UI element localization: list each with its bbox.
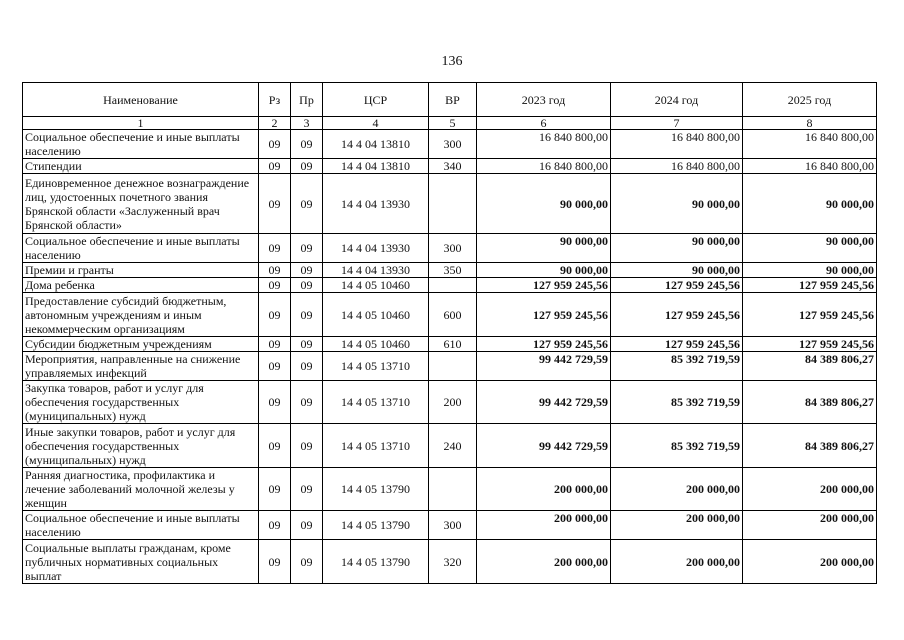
column-number: 3 xyxy=(291,117,323,130)
row-csr: 14 4 04 13810 xyxy=(323,130,429,159)
table-row xyxy=(23,293,877,337)
table-row xyxy=(23,381,877,424)
row-amount-2024: 200 000,00 xyxy=(611,540,743,584)
row-name: Социальные выплаты гражданам, кроме публичных нормативных социальных выплат xyxy=(23,540,259,584)
table-row xyxy=(23,174,877,234)
row-amount-2025: 84 389 806,27 xyxy=(743,424,877,468)
row-name: Премии и гранты xyxy=(23,263,259,278)
row-rz: 09 xyxy=(259,424,291,468)
row-pr: 09 xyxy=(291,278,323,293)
row-vr: 610 xyxy=(429,337,477,352)
row-csr: 14 4 05 13790 xyxy=(323,468,429,511)
row-amount-2023: 99 442 729,59 xyxy=(477,352,611,381)
row-csr: 14 4 04 13930 xyxy=(323,174,429,234)
col-header-2023: 2023 год xyxy=(477,83,611,117)
row-amount-2024: 127 959 245,56 xyxy=(611,293,743,337)
row-amount-2023: 90 000,00 xyxy=(477,234,611,263)
row-vr: 320 xyxy=(429,540,477,584)
row-pr: 09 xyxy=(291,337,323,352)
row-csr: 14 4 05 13710 xyxy=(323,352,429,381)
row-rz: 09 xyxy=(259,278,291,293)
row-csr: 14 4 05 13710 xyxy=(323,381,429,424)
row-vr xyxy=(429,468,477,511)
table-row xyxy=(23,511,877,540)
row-name: Дома ребенка xyxy=(23,278,259,293)
row-amount-2025: 200 000,00 xyxy=(743,468,877,511)
row-rz: 09 xyxy=(259,234,291,263)
table-body xyxy=(23,130,877,584)
row-csr: 14 4 04 13930 xyxy=(323,234,429,263)
table-row xyxy=(23,424,877,468)
row-pr: 09 xyxy=(291,159,323,174)
row-pr: 09 xyxy=(291,424,323,468)
row-vr: 600 xyxy=(429,293,477,337)
row-vr: 340 xyxy=(429,159,477,174)
row-amount-2023: 90 000,00 xyxy=(477,263,611,278)
column-number: 8 xyxy=(743,117,877,130)
header-row xyxy=(23,83,877,117)
row-amount-2025: 90 000,00 xyxy=(743,174,877,234)
col-header-pr: Пр xyxy=(291,83,323,117)
row-amount-2025: 127 959 245,56 xyxy=(743,278,877,293)
row-amount-2025: 200 000,00 xyxy=(743,511,877,540)
row-amount-2023: 200 000,00 xyxy=(477,540,611,584)
column-number: 7 xyxy=(611,117,743,130)
row-vr: 300 xyxy=(429,234,477,263)
row-name: Ранняя диагностика, профилактика и лечение заболеваний молочной железы у женщин xyxy=(23,468,259,511)
table-row xyxy=(23,352,877,381)
row-csr: 14 4 05 13790 xyxy=(323,540,429,584)
row-rz: 09 xyxy=(259,263,291,278)
row-amount-2024: 85 392 719,59 xyxy=(611,381,743,424)
table-row xyxy=(23,468,877,511)
row-vr xyxy=(429,174,477,234)
row-rz: 09 xyxy=(259,468,291,511)
row-amount-2024: 90 000,00 xyxy=(611,234,743,263)
row-amount-2024: 200 000,00 xyxy=(611,468,743,511)
column-number: 5 xyxy=(429,117,477,130)
row-rz: 09 xyxy=(259,293,291,337)
row-rz: 09 xyxy=(259,511,291,540)
row-amount-2024: 16 840 800,00 xyxy=(611,130,743,159)
row-pr: 09 xyxy=(291,234,323,263)
column-number: 1 xyxy=(23,117,259,130)
row-rz: 09 xyxy=(259,174,291,234)
row-name: Иные закупки товаров, работ и услуг для обеспечения государственных (муниципальных) нужд xyxy=(23,424,259,468)
row-amount-2024: 90 000,00 xyxy=(611,263,743,278)
page-number: 136 xyxy=(441,54,463,69)
table-row xyxy=(23,540,877,584)
table-row xyxy=(23,337,877,352)
row-amount-2025: 200 000,00 xyxy=(743,540,877,584)
row-rz: 09 xyxy=(259,381,291,424)
row-rz: 09 xyxy=(259,352,291,381)
row-amount-2023: 127 959 245,56 xyxy=(477,278,611,293)
row-amount-2025: 127 959 245,56 xyxy=(743,293,877,337)
row-amount-2023: 99 442 729,59 xyxy=(477,381,611,424)
row-amount-2023: 16 840 800,00 xyxy=(477,159,611,174)
row-vr: 300 xyxy=(429,130,477,159)
row-amount-2024: 127 959 245,56 xyxy=(611,278,743,293)
row-rz: 09 xyxy=(259,159,291,174)
budget-table xyxy=(22,82,877,584)
row-amount-2025: 16 840 800,00 xyxy=(743,130,877,159)
row-pr: 09 xyxy=(291,468,323,511)
row-name: Единовременное денежное вознаграждение лиц, удостоенных почетного звания Брянской области «Заслуженный врач Брянской области» xyxy=(23,174,259,234)
table-row xyxy=(23,278,877,293)
row-vr: 300 xyxy=(429,511,477,540)
row-csr: 14 4 04 13810 xyxy=(323,159,429,174)
row-rz: 09 xyxy=(259,337,291,352)
row-vr xyxy=(429,278,477,293)
row-amount-2023: 127 959 245,56 xyxy=(477,293,611,337)
table-row xyxy=(23,159,877,174)
row-amount-2025: 90 000,00 xyxy=(743,263,877,278)
row-amount-2024: 200 000,00 xyxy=(611,511,743,540)
row-name: Закупка товаров, работ и услуг для обеспечения государственных (муниципальных) нужд xyxy=(23,381,259,424)
row-name: Социальное обеспечение и иные выплаты населению xyxy=(23,234,259,263)
table-row xyxy=(23,234,877,263)
row-csr: 14 4 04 13930 xyxy=(323,263,429,278)
row-pr: 09 xyxy=(291,352,323,381)
row-vr: 350 xyxy=(429,263,477,278)
row-name: Мероприятия, направленные на снижение управляемых инфекций xyxy=(23,352,259,381)
row-amount-2025: 90 000,00 xyxy=(743,234,877,263)
row-amount-2025: 16 840 800,00 xyxy=(743,159,877,174)
row-name: Социальное обеспечение и иные выплаты населению xyxy=(23,511,259,540)
row-csr: 14 4 05 13790 xyxy=(323,511,429,540)
row-rz: 09 xyxy=(259,540,291,584)
col-header-2024: 2024 год xyxy=(611,83,743,117)
row-csr: 14 4 05 10460 xyxy=(323,278,429,293)
col-header-name: Наименование xyxy=(23,83,259,117)
row-csr: 14 4 05 10460 xyxy=(323,337,429,352)
row-amount-2025: 127 959 245,56 xyxy=(743,337,877,352)
row-pr: 09 xyxy=(291,293,323,337)
row-amount-2024: 127 959 245,56 xyxy=(611,337,743,352)
row-pr: 09 xyxy=(291,263,323,278)
row-amount-2023: 200 000,00 xyxy=(477,511,611,540)
row-pr: 09 xyxy=(291,174,323,234)
column-number: 2 xyxy=(259,117,291,130)
row-name: Социальное обеспечение и иные выплаты населению xyxy=(23,130,259,159)
row-name: Стипендии xyxy=(23,159,259,174)
row-amount-2025: 84 389 806,27 xyxy=(743,381,877,424)
row-pr: 09 xyxy=(291,540,323,584)
row-amount-2024: 85 392 719,59 xyxy=(611,352,743,381)
row-csr: 14 4 05 10460 xyxy=(323,293,429,337)
table-row xyxy=(23,130,877,159)
row-rz: 09 xyxy=(259,130,291,159)
row-vr xyxy=(429,352,477,381)
row-amount-2024: 16 840 800,00 xyxy=(611,159,743,174)
row-amount-2023: 16 840 800,00 xyxy=(477,130,611,159)
col-header-vr: ВР xyxy=(429,83,477,117)
row-amount-2023: 127 959 245,56 xyxy=(477,337,611,352)
row-amount-2025: 84 389 806,27 xyxy=(743,352,877,381)
col-header-2025: 2025 год xyxy=(743,83,877,117)
row-name: Предоставление субсидий бюджетным, автономным учреждениям и иным некоммерческим организациям xyxy=(23,293,259,337)
row-amount-2023: 99 442 729,59 xyxy=(477,424,611,468)
row-pr: 09 xyxy=(291,130,323,159)
col-header-csr: ЦСР xyxy=(323,83,429,117)
column-number: 6 xyxy=(477,117,611,130)
table-row xyxy=(23,263,877,278)
row-vr: 200 xyxy=(429,381,477,424)
row-csr: 14 4 05 13710 xyxy=(323,424,429,468)
column-number-row xyxy=(23,117,877,130)
row-vr: 240 xyxy=(429,424,477,468)
row-amount-2024: 90 000,00 xyxy=(611,174,743,234)
row-amount-2023: 90 000,00 xyxy=(477,174,611,234)
row-pr: 09 xyxy=(291,381,323,424)
row-amount-2024: 85 392 719,59 xyxy=(611,424,743,468)
row-pr: 09 xyxy=(291,511,323,540)
row-name: Субсидии бюджетным учреждениям xyxy=(23,337,259,352)
column-number: 4 xyxy=(323,117,429,130)
row-amount-2023: 200 000,00 xyxy=(477,468,611,511)
col-header-rz: Рз xyxy=(259,83,291,117)
